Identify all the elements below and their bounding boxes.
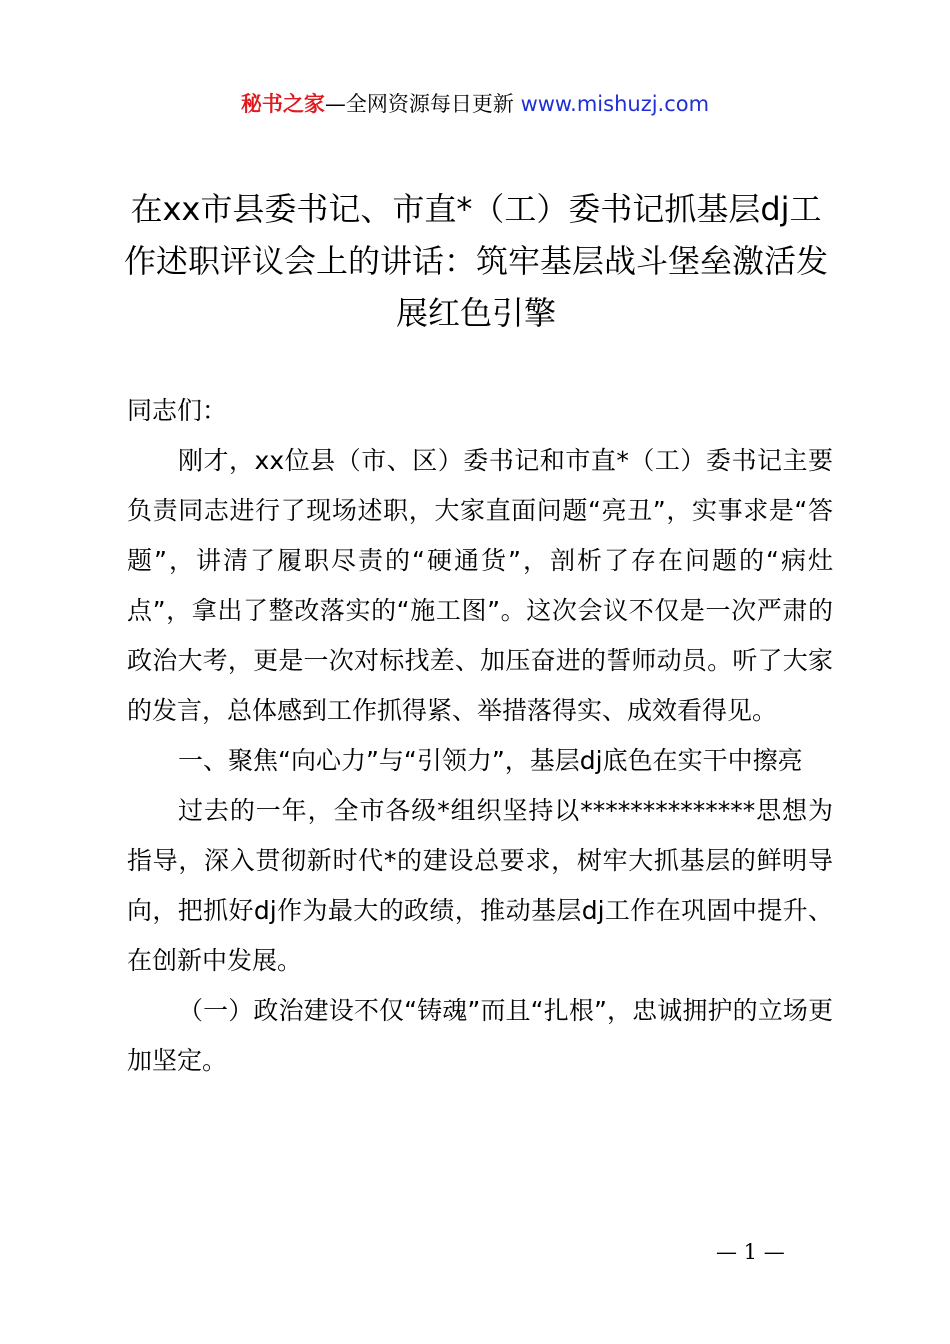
site-url-link[interactable]: www.mishuzj.com (520, 92, 710, 116)
document-body (127, 386, 833, 1086)
document-title: 在xx市县委书记、市直*（工）委书记抓基层dj工作述职评议会上的讲话：筑牢基层战斗堡垒激活发展红色引擎 (123, 190, 828, 332)
salutation: 同志们： (127, 396, 228, 425)
site-header (0, 86, 950, 122)
section-heading-one: 一、聚焦“向心力”与“引领力”，基层dj底色在实干中擦亮 (178, 746, 803, 775)
site-tagline: —全网资源每日更新 (324, 92, 521, 116)
page-number: — 1 — (716, 1240, 785, 1264)
subsection-heading-one: （一）政治建设不仅“铸魂”而且“扎根”，忠诚拥护的立场更加坚定。 (127, 996, 833, 1075)
site-brand: 秘书之家 (240, 92, 325, 116)
paragraph-section-one: 过去的一年，全市各级*组织坚持以**************思想为指导，深入贯彻新时代*的建设总要求，树牢大抓基层的鲜明导向，把抓好dj作为最大的政绩，推动基层dj工作在巩固中提升、在创新中发展。 (127, 796, 833, 975)
paragraph-intro: 刚才，xx位县（市、区）委书记和市直*（工）委书记主要负责同志进行了现场述职，大家直面问题“亮丑”，实事求是“答题”，讲清了履职尽责的“硬通货”，剖析了存在问题的“病灶点”，拿出了整改落实的“施工图”。这次会议不仅是一次严肃的政治大考，更是一次对标找差、加压奋进的誓师动员。听了大家的发言，总体感到工作抓得紧、举措落得实、成效看得见。 (127, 446, 833, 725)
